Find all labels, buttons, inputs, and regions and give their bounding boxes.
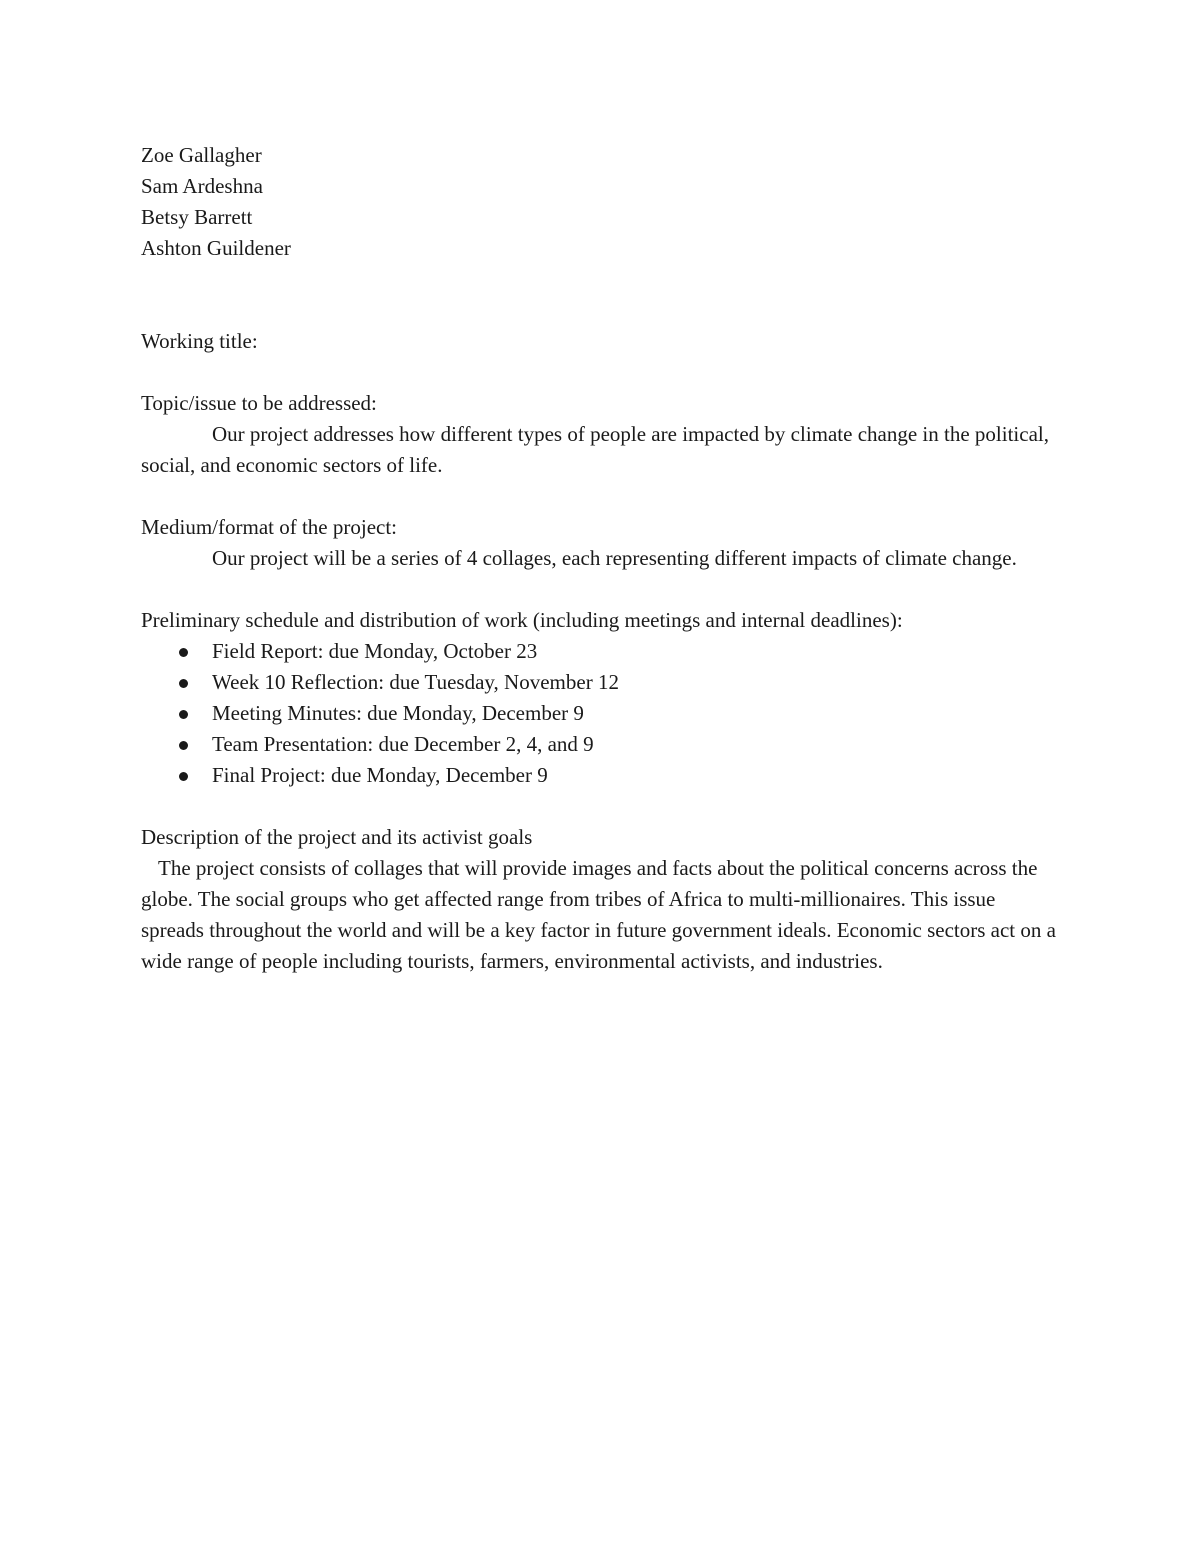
spacer xyxy=(141,481,1056,512)
schedule-item-text: Field Report: due Monday, October 23 xyxy=(212,639,538,663)
topic-label: Topic/issue to be addressed: xyxy=(141,391,377,415)
topic-body: Our project addresses how different types of people are impacted by climate change in the political, social, and economic sectors of life. xyxy=(141,422,1049,477)
schedule-label: Preliminary schedule and distribution of work (including meetings and internal deadlines): xyxy=(141,608,903,632)
medium-body: Our project will be a series of 4 collages, each representing different impacts of climate change. xyxy=(212,546,1017,570)
spacer xyxy=(141,295,1056,326)
schedule-item-text: Team Presentation: due December 2, 4, and 9 xyxy=(212,732,594,756)
spacer xyxy=(141,791,1056,822)
document-body xyxy=(141,140,1056,977)
working-title-label: Working title: xyxy=(141,329,258,353)
schedule-item xyxy=(141,667,1056,698)
author-name: Ashton Guildener xyxy=(141,236,291,260)
schedule-item-text: Final Project: due Monday, December 9 xyxy=(212,763,548,787)
author-name: Zoe Gallagher xyxy=(141,143,262,167)
bullet-icon xyxy=(179,772,188,781)
author-list xyxy=(141,140,1056,264)
schedule-item-text: Week 10 Reflection: due Tuesday, November 12 xyxy=(212,670,619,694)
spacer xyxy=(141,574,1056,605)
description-body: The project consists of collages that will provide images and facts about the political concerns across the globe. The social groups who get affected range from tribes of Africa to multi-millionaires. This issue spreads throughout the world and will be a key factor in future government ideals. Economic sectors act on a wide range of people including tourists, farmers, environmental activists, and industries. xyxy=(141,856,1056,973)
schedule-item-text: Meeting Minutes: due Monday, December 9 xyxy=(212,701,584,725)
medium-label: Medium/format of the project: xyxy=(141,515,398,539)
schedule-item xyxy=(141,636,1056,667)
schedule-item xyxy=(141,729,1056,760)
spacer xyxy=(141,357,1056,388)
description-label: Description of the project and its activist goals xyxy=(141,825,533,849)
author-name: Sam Ardeshna xyxy=(141,174,263,198)
bullet-icon xyxy=(179,679,188,688)
author-name: Betsy Barrett xyxy=(141,205,253,229)
bullet-icon xyxy=(179,741,188,750)
spacer xyxy=(141,264,1056,295)
bullet-icon xyxy=(179,710,188,719)
schedule-list xyxy=(141,636,1056,791)
bullet-icon xyxy=(179,648,188,657)
schedule-item xyxy=(141,698,1056,729)
schedule-item xyxy=(141,760,1056,791)
